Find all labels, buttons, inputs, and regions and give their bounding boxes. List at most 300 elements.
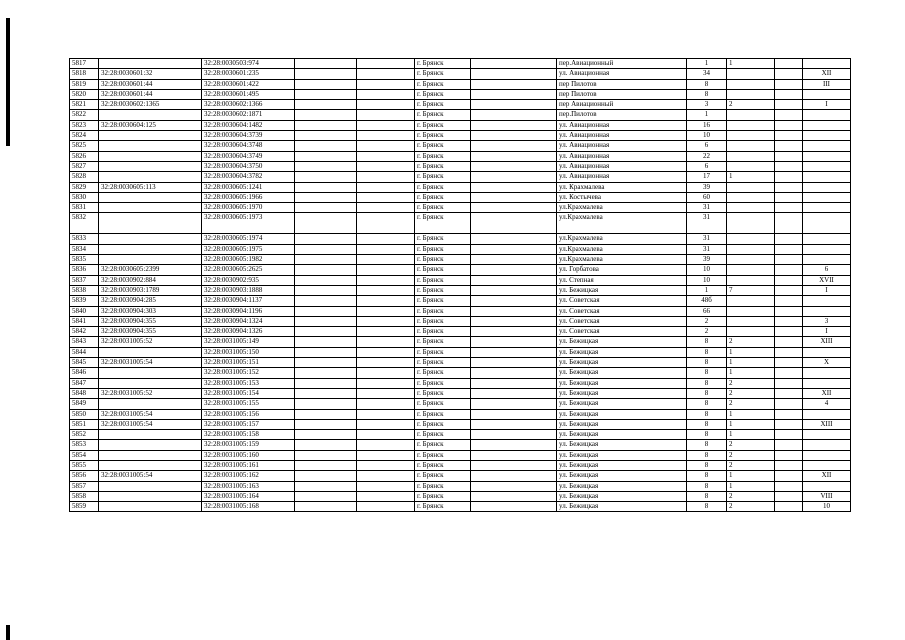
house-number-cell: 8 (687, 450, 727, 460)
table-row (70, 358, 851, 368)
city-cell: г. Брянск (415, 430, 471, 440)
floor-cell (727, 110, 775, 120)
empty-cell (775, 388, 803, 398)
house-number-cell: 10 (687, 265, 727, 275)
street-cell: ул. Бежицкая (557, 388, 687, 398)
empty-cell (357, 471, 415, 481)
registry-table (69, 58, 851, 512)
cadastral-number-cell: 32:28:0031005:155 (202, 399, 295, 409)
empty-cell (471, 244, 557, 254)
house-number-cell: 6 (687, 161, 727, 171)
table-row (70, 316, 851, 326)
house-number-cell: 22 (687, 151, 727, 161)
empty-cell (775, 368, 803, 378)
table-row (70, 368, 851, 378)
source-cadastral-cell (99, 491, 202, 501)
floor-cell: 2 (727, 337, 775, 347)
street-cell: ул. Советская (557, 316, 687, 326)
row-number-cell: 5855 (70, 460, 99, 470)
table-row (70, 502, 851, 512)
city-cell: г. Брянск (415, 89, 471, 99)
room-cell: I (803, 100, 851, 110)
city-cell: г. Брянск (415, 131, 471, 141)
house-number-cell: 34 (687, 69, 727, 79)
empty-cell (471, 327, 557, 337)
room-cell (803, 89, 851, 99)
empty-cell (357, 491, 415, 501)
row-number-cell: 5818 (70, 69, 99, 79)
city-cell: г. Брянск (415, 440, 471, 450)
city-cell: г. Брянск (415, 69, 471, 79)
source-cadastral-cell: 32:28:0030605:2399 (99, 265, 202, 275)
source-cadastral-cell: 32:28:0030602:1365 (99, 100, 202, 110)
room-cell: 3 (803, 316, 851, 326)
empty-cell (471, 234, 557, 244)
floor-cell: 1 (727, 358, 775, 368)
table-row (70, 388, 851, 398)
empty-cell (775, 213, 803, 234)
empty-cell (775, 265, 803, 275)
source-cadastral-cell (99, 450, 202, 460)
table-row (70, 120, 851, 130)
room-cell (803, 244, 851, 254)
row-number-cell: 5837 (70, 275, 99, 285)
empty-cell (471, 368, 557, 378)
room-cell (803, 481, 851, 491)
room-cell (803, 368, 851, 378)
room-cell (803, 120, 851, 130)
empty-cell (775, 192, 803, 202)
floor-cell (727, 192, 775, 202)
floor-cell: 2 (727, 450, 775, 460)
street-cell: ул.Крахмалева (557, 234, 687, 244)
empty-cell (471, 141, 557, 151)
empty-cell (471, 471, 557, 481)
empty-cell (295, 502, 357, 512)
empty-cell (775, 419, 803, 429)
empty-cell (775, 141, 803, 151)
city-cell: г. Брянск (415, 100, 471, 110)
empty-cell (295, 192, 357, 202)
source-cadastral-cell (99, 460, 202, 470)
source-cadastral-cell: 32:28:0030903:1789 (99, 285, 202, 295)
room-cell: XVII (803, 275, 851, 285)
city-cell: г. Брянск (415, 172, 471, 182)
source-cadastral-cell (99, 192, 202, 202)
cadastral-number-cell: 32:28:0031005:153 (202, 378, 295, 388)
city-cell: г. Брянск (415, 244, 471, 254)
table-row (70, 399, 851, 409)
left-margin-mark (6, 18, 10, 146)
street-cell: ул.Крахмалева (557, 255, 687, 265)
empty-cell (357, 275, 415, 285)
source-cadastral-cell (99, 255, 202, 265)
city-cell: г. Брянск (415, 419, 471, 429)
source-cadastral-cell: 32:28:0030601:44 (99, 89, 202, 99)
city-cell: г. Брянск (415, 460, 471, 470)
table-row (70, 275, 851, 285)
row-number-cell: 5822 (70, 110, 99, 120)
source-cadastral-cell (99, 481, 202, 491)
empty-cell (775, 347, 803, 357)
cadastral-number-cell: 32:28:0030605:1241 (202, 182, 295, 192)
source-cadastral-cell (99, 213, 202, 234)
street-cell: ул. Авиационная (557, 172, 687, 182)
empty-cell (471, 120, 557, 130)
empty-cell (471, 79, 557, 89)
empty-cell (295, 255, 357, 265)
source-cadastral-cell (99, 430, 202, 440)
room-cell: XIII (803, 337, 851, 347)
source-cadastral-cell: 32:28:0030904:355 (99, 327, 202, 337)
source-cadastral-cell: 32:28:0030601:44 (99, 79, 202, 89)
source-cadastral-cell: 32:28:0030601:32 (99, 69, 202, 79)
house-number-cell: 17 (687, 172, 727, 182)
floor-cell (727, 296, 775, 306)
row-number-cell: 5845 (70, 358, 99, 368)
table-row (70, 430, 851, 440)
row-number-cell: 5858 (70, 491, 99, 501)
street-cell: ул. Бежицкая (557, 481, 687, 491)
floor-cell (727, 316, 775, 326)
empty-cell (471, 399, 557, 409)
source-cadastral-cell (99, 172, 202, 182)
street-cell: ул. Авиационная (557, 151, 687, 161)
empty-cell (295, 234, 357, 244)
table-row (70, 327, 851, 337)
empty-cell (295, 327, 357, 337)
floor-cell: 2 (727, 460, 775, 470)
empty-cell (775, 306, 803, 316)
row-number-cell: 5833 (70, 234, 99, 244)
table-row (70, 89, 851, 99)
empty-cell (775, 89, 803, 99)
empty-cell (471, 131, 557, 141)
table-row (70, 450, 851, 460)
empty-cell (775, 430, 803, 440)
empty-cell (357, 120, 415, 130)
street-cell: ул. Бежицкая (557, 460, 687, 470)
street-cell: ул. Бежицкая (557, 450, 687, 460)
floor-cell: 2 (727, 100, 775, 110)
empty-cell (357, 296, 415, 306)
empty-cell (471, 460, 557, 470)
house-number-cell: 8 (687, 358, 727, 368)
table-row (70, 69, 851, 79)
table-row (70, 192, 851, 202)
room-cell: X (803, 358, 851, 368)
street-cell: ул. Бежицкая (557, 358, 687, 368)
empty-cell (295, 110, 357, 120)
cadastral-number-cell: 32:28:0031005:159 (202, 440, 295, 450)
empty-cell (471, 378, 557, 388)
source-cadastral-cell: 32:28:0030605:113 (99, 182, 202, 192)
empty-cell (775, 337, 803, 347)
empty-cell (775, 151, 803, 161)
empty-cell (295, 265, 357, 275)
empty-cell (471, 347, 557, 357)
room-cell (803, 306, 851, 316)
empty-cell (471, 151, 557, 161)
empty-cell (357, 89, 415, 99)
empty-cell (357, 347, 415, 357)
empty-cell (775, 79, 803, 89)
row-number-cell: 5834 (70, 244, 99, 254)
empty-cell (357, 285, 415, 295)
room-cell: 10 (803, 502, 851, 512)
empty-cell (775, 285, 803, 295)
empty-cell (295, 69, 357, 79)
city-cell: г. Брянск (415, 399, 471, 409)
street-cell: ул. Бежицкая (557, 502, 687, 512)
table-row (70, 285, 851, 295)
empty-cell (775, 275, 803, 285)
cadastral-number-cell: 32:28:0031005:158 (202, 430, 295, 440)
street-cell: пер.Авиационный (557, 59, 687, 69)
room-cell (803, 182, 851, 192)
source-cadastral-cell: 32:28:0030904:303 (99, 306, 202, 316)
empty-cell (295, 131, 357, 141)
empty-cell (295, 59, 357, 69)
empty-cell (357, 450, 415, 460)
street-cell: ул. Советская (557, 327, 687, 337)
floor-cell: 7 (727, 285, 775, 295)
floor-cell (727, 89, 775, 99)
empty-cell (775, 59, 803, 69)
house-number-cell: 1 (687, 110, 727, 120)
cadastral-number-cell: 32:28:0030601:235 (202, 69, 295, 79)
empty-cell (471, 161, 557, 171)
table-row (70, 203, 851, 213)
source-cadastral-cell: 32:28:0031005:54 (99, 358, 202, 368)
empty-cell (357, 192, 415, 202)
floor-cell (727, 141, 775, 151)
empty-cell (357, 430, 415, 440)
empty-cell (775, 182, 803, 192)
city-cell: г. Брянск (415, 471, 471, 481)
source-cadastral-cell: 32:28:0031005:52 (99, 388, 202, 398)
source-cadastral-cell: 32:28:0031005:54 (99, 471, 202, 481)
empty-cell (295, 450, 357, 460)
empty-cell (357, 172, 415, 182)
room-cell (803, 161, 851, 171)
cadastral-number-cell: 32:28:0031005:149 (202, 337, 295, 347)
street-cell: ул. Бежицкая (557, 378, 687, 388)
empty-cell (471, 419, 557, 429)
table-row (70, 491, 851, 501)
empty-cell (775, 399, 803, 409)
empty-cell (357, 481, 415, 491)
registry-table-body (70, 59, 851, 512)
floor-cell (727, 306, 775, 316)
empty-cell (775, 327, 803, 337)
source-cadastral-cell (99, 244, 202, 254)
cadastral-number-cell: 32:28:0030902:935 (202, 275, 295, 285)
house-number-cell: 31 (687, 234, 727, 244)
empty-cell (471, 265, 557, 275)
row-number-cell: 5851 (70, 419, 99, 429)
row-number-cell: 5836 (70, 265, 99, 275)
empty-cell (471, 192, 557, 202)
empty-cell (357, 337, 415, 347)
empty-cell (295, 388, 357, 398)
table-row (70, 347, 851, 357)
empty-cell (295, 296, 357, 306)
street-cell: ул.Крахмалева (557, 203, 687, 213)
empty-cell (295, 430, 357, 440)
empty-cell (775, 450, 803, 460)
row-number-cell: 5831 (70, 203, 99, 213)
empty-cell (357, 100, 415, 110)
cadastral-number-cell: 32:28:0031005:161 (202, 460, 295, 470)
city-cell: г. Брянск (415, 213, 471, 234)
house-number-cell: 8 (687, 337, 727, 347)
cadastral-number-cell: 32:28:0030604:1482 (202, 120, 295, 130)
row-number-cell: 5842 (70, 327, 99, 337)
source-cadastral-cell (99, 347, 202, 357)
room-cell (803, 450, 851, 460)
empty-cell (295, 100, 357, 110)
table-row (70, 306, 851, 316)
house-number-cell: 8 (687, 399, 727, 409)
empty-cell (471, 337, 557, 347)
floor-cell (727, 161, 775, 171)
cadastral-number-cell: 32:28:0030604:3749 (202, 151, 295, 161)
source-cadastral-cell (99, 378, 202, 388)
cadastral-number-cell: 32:28:0031005:160 (202, 450, 295, 460)
house-number-cell: 8 (687, 388, 727, 398)
empty-cell (775, 161, 803, 171)
source-cadastral-cell: 32:28:0030904:285 (99, 296, 202, 306)
city-cell: г. Брянск (415, 151, 471, 161)
empty-cell (295, 399, 357, 409)
row-number-cell: 5824 (70, 131, 99, 141)
cadastral-number-cell: 32:28:0030605:1974 (202, 234, 295, 244)
empty-cell (471, 409, 557, 419)
empty-cell (471, 491, 557, 501)
city-cell: г. Брянск (415, 192, 471, 202)
empty-cell (775, 69, 803, 79)
empty-cell (775, 234, 803, 244)
cadastral-number-cell: 32:28:0031005:168 (202, 502, 295, 512)
row-number-cell: 5846 (70, 368, 99, 378)
street-cell: ул. Бежицкая (557, 347, 687, 357)
cadastral-number-cell: 32:28:0030601:422 (202, 79, 295, 89)
source-cadastral-cell (99, 399, 202, 409)
house-number-cell: 39 (687, 182, 727, 192)
source-cadastral-cell: 32:28:0031005:52 (99, 337, 202, 347)
table-row (70, 213, 851, 234)
empty-cell (295, 151, 357, 161)
empty-cell (357, 368, 415, 378)
city-cell: г. Брянск (415, 275, 471, 285)
floor-cell: 2 (727, 491, 775, 501)
empty-cell (357, 378, 415, 388)
row-number-cell: 5838 (70, 285, 99, 295)
city-cell: г. Брянск (415, 388, 471, 398)
table-row (70, 234, 851, 244)
empty-cell (295, 337, 357, 347)
cadastral-number-cell: 32:28:0031005:164 (202, 491, 295, 501)
empty-cell (357, 409, 415, 419)
empty-cell (357, 151, 415, 161)
floor-cell: 1 (727, 481, 775, 491)
empty-cell (471, 255, 557, 265)
empty-cell (471, 110, 557, 120)
street-cell: ул.Крахмалева (557, 213, 687, 234)
city-cell: г. Брянск (415, 358, 471, 368)
room-cell (803, 213, 851, 234)
left-margin-mark-bottom (6, 625, 10, 640)
row-number-cell: 5852 (70, 430, 99, 440)
street-cell: пер.Пилотов (557, 110, 687, 120)
room-cell (803, 151, 851, 161)
room-cell (803, 172, 851, 182)
empty-cell (295, 203, 357, 213)
floor-cell (727, 255, 775, 265)
source-cadastral-cell (99, 502, 202, 512)
room-cell: VIII (803, 491, 851, 501)
floor-cell (727, 120, 775, 130)
house-number-cell: 8 (687, 419, 727, 429)
city-cell: г. Брянск (415, 203, 471, 213)
empty-cell (295, 244, 357, 254)
house-number-cell: 39 (687, 255, 727, 265)
empty-cell (775, 203, 803, 213)
table-row (70, 265, 851, 275)
cadastral-number-cell: 32:28:0030602:1366 (202, 100, 295, 110)
cadastral-number-cell: 32:28:0030904:1326 (202, 327, 295, 337)
street-cell: пер Пилотов (557, 79, 687, 89)
city-cell: г. Брянск (415, 234, 471, 244)
cadastral-number-cell: 32:28:0030904:1137 (202, 296, 295, 306)
house-number-cell: 31 (687, 244, 727, 254)
floor-cell: 1 (727, 368, 775, 378)
empty-cell (295, 481, 357, 491)
room-cell: XII (803, 471, 851, 481)
source-cadastral-cell (99, 59, 202, 69)
empty-cell (295, 368, 357, 378)
city-cell: г. Брянск (415, 450, 471, 460)
city-cell: г. Брянск (415, 327, 471, 337)
empty-cell (357, 440, 415, 450)
room-cell (803, 460, 851, 470)
street-cell: ул. Советская (557, 306, 687, 316)
cadastral-number-cell: 32:28:0030503:974 (202, 59, 295, 69)
house-number-cell: 8 (687, 378, 727, 388)
city-cell: г. Брянск (415, 285, 471, 295)
empty-cell (295, 358, 357, 368)
table-row (70, 419, 851, 429)
room-cell (803, 203, 851, 213)
empty-cell (775, 409, 803, 419)
cadastral-number-cell: 32:28:0030604:3739 (202, 131, 295, 141)
street-cell: ул. Бежицкая (557, 337, 687, 347)
room-cell: XII (803, 388, 851, 398)
source-cadastral-cell (99, 203, 202, 213)
room-cell: I (803, 285, 851, 295)
empty-cell (471, 430, 557, 440)
cadastral-number-cell: 32:28:0031005:157 (202, 419, 295, 429)
room-cell (803, 234, 851, 244)
house-number-cell: 2 (687, 316, 727, 326)
empty-cell (357, 69, 415, 79)
empty-cell (357, 327, 415, 337)
floor-cell: 1 (727, 419, 775, 429)
street-cell: ул. Советская (557, 296, 687, 306)
table-row (70, 440, 851, 450)
floor-cell: 1 (727, 471, 775, 481)
